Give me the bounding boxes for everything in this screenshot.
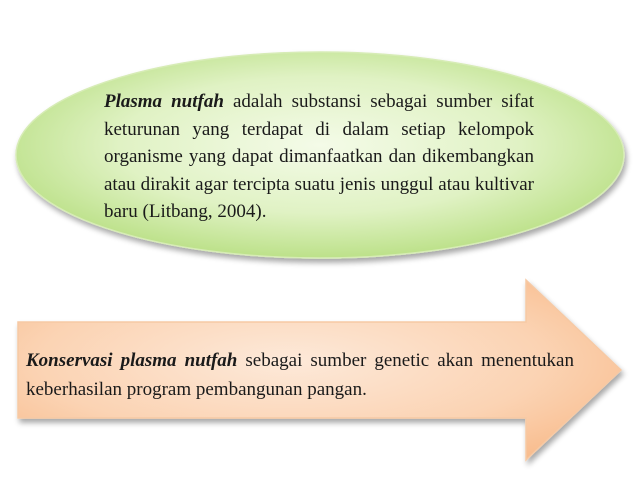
conservation-body: sebagai sumber genetic akan menentukan keberhasilan program pembangunan pangan. bbox=[26, 350, 574, 400]
definition-text bbox=[104, 88, 534, 226]
term-konservasi-plasma-nutfah: Konservasi plasma nutfah bbox=[26, 350, 238, 371]
definition-body: adalah substansi sebagai sumber sifat keturunan yang terdapat di dalam setiap kelompok organisme yang dapat dimanfaatkan dan dikembangkan atau dirakit agar tercipta suatu jenis unggul atau kultivar baru (Litbang, 2004). bbox=[104, 91, 534, 222]
term-plasma-nutfah: Plasma nutfah bbox=[104, 91, 224, 112]
conservation-text bbox=[26, 346, 574, 404]
